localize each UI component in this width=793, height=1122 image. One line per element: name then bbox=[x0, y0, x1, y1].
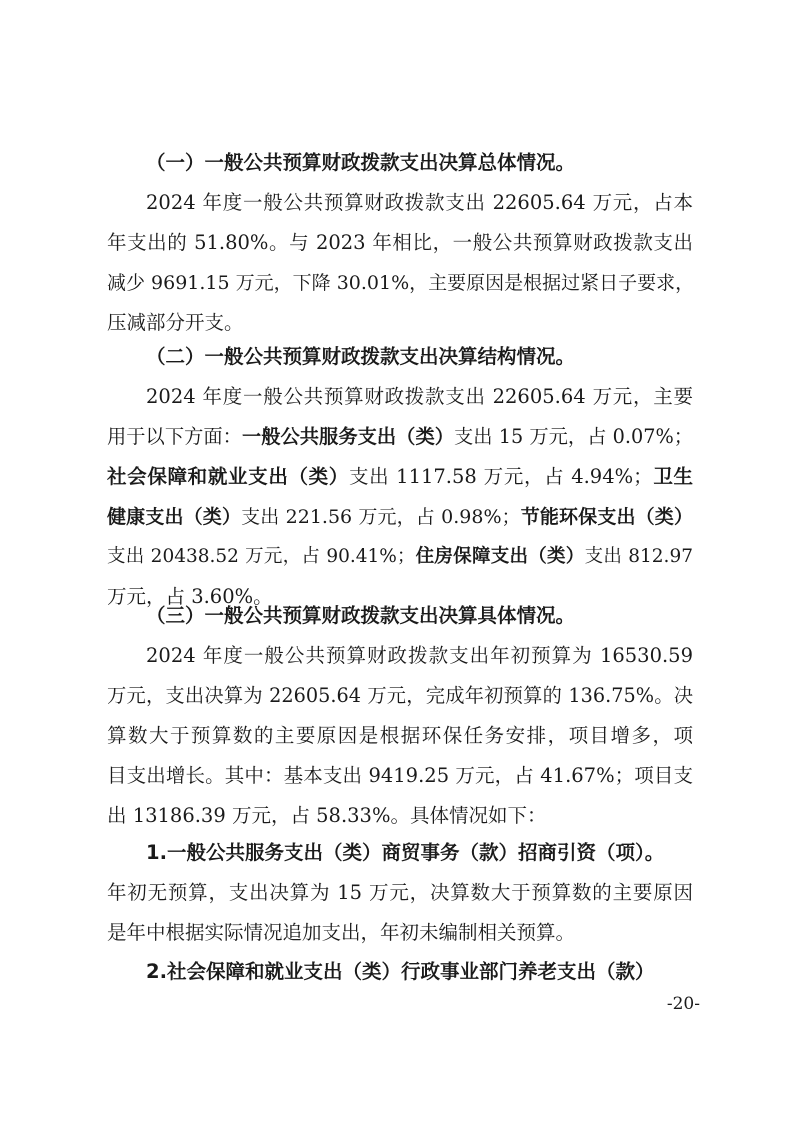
paragraph-line: 2024 年度一般公共预算财政拨款支出 22605.64 万元，占本 bbox=[146, 191, 693, 214]
category-label: 社会保障和就业支出（类） bbox=[107, 465, 349, 488]
paragraph-line bbox=[107, 457, 693, 497]
paragraph-line: 是年中根据实际情况追加支出，年初未编制相关预算。 bbox=[107, 921, 576, 944]
paragraph-line bbox=[107, 417, 693, 457]
paragraph-line bbox=[107, 537, 693, 577]
section-1 bbox=[107, 143, 693, 343]
section-3-heading: （三）一般公共预算财政拨款支出决算具体情况。 bbox=[146, 604, 576, 627]
item-1 bbox=[107, 833, 693, 953]
line-text: 支出 1117.58 万元，占 4.94%； bbox=[348, 465, 653, 488]
paragraph-line: 目支出增长。其中：基本支出 9419.25 万元，占 41.67%；项目支 bbox=[107, 764, 693, 787]
paragraph-line bbox=[107, 497, 693, 537]
paragraph-line: 出 13186.39 万元，占 58.33%。具体情况如下： bbox=[107, 804, 547, 827]
line-text: 支出 15 万元，占 0.07%； bbox=[454, 425, 694, 448]
section-2 bbox=[107, 337, 693, 617]
line-text: 支出 20438.52 万元，占 90.41%； bbox=[107, 546, 416, 567]
paragraph-line: 年支出的 51.80%。与 2023 年相比，一般公共预算财政拨款支出 bbox=[107, 231, 693, 254]
paragraph-line: 年初无预算，支出决算为 15 万元，决算数大于预算数的主要原因 bbox=[107, 881, 693, 904]
line-text: 用于以下方面： bbox=[107, 425, 242, 448]
item-1-heading: 1.一般公共服务支出（类）商贸事务（款）招商引资（项）。 bbox=[146, 841, 665, 864]
paragraph-line: 压减部分开支。 bbox=[107, 311, 244, 334]
category-label: 节能环保支出（类） bbox=[520, 506, 693, 528]
category-label: 健康支出（类） bbox=[107, 506, 242, 528]
category-label: 一般公共服务支出（类） bbox=[241, 425, 455, 448]
paragraph-line: 2024 年度一般公共预算财政拨款支出年初预算为 16530.59 bbox=[146, 644, 693, 667]
paragraph-line: 减少 9691.15 万元，下降 30.01%，主要原因是根据过紧日子要求， bbox=[107, 272, 695, 294]
page-number: -20- bbox=[666, 994, 700, 1014]
section-3 bbox=[107, 596, 693, 836]
paragraph-line: 2024 年度一般公共预算财政拨款支出 22605.64 万元，主要 bbox=[146, 385, 693, 408]
section-1-heading: （一）一般公共预算财政拨款支出决算总体情况。 bbox=[146, 151, 576, 174]
paragraph-line: 算数大于预算数的主要原因是根据环保任务安排，项目增多，项 bbox=[107, 724, 693, 747]
paragraph-line: 万元，占 3.60%。 bbox=[107, 585, 273, 608]
section-2-heading: （二）一般公共预算财政拨款支出决算结构情况。 bbox=[146, 345, 576, 368]
item-2-heading: 2.社会保障和就业支出（类）行政事业部门养老支出（款） bbox=[146, 960, 655, 983]
item-2 bbox=[107, 952, 693, 992]
line-text: 支出 221.56 万元，占 0.98%； bbox=[241, 506, 521, 528]
paragraph-line: 万元，支出决算为 22605.64 万元，完成年初预算的 136.75%。决 bbox=[107, 684, 693, 707]
category-label: 住房保障支出（类） bbox=[415, 546, 585, 567]
line-text: 支出 812.97 bbox=[584, 546, 693, 567]
category-label: 卫生 bbox=[652, 465, 693, 488]
